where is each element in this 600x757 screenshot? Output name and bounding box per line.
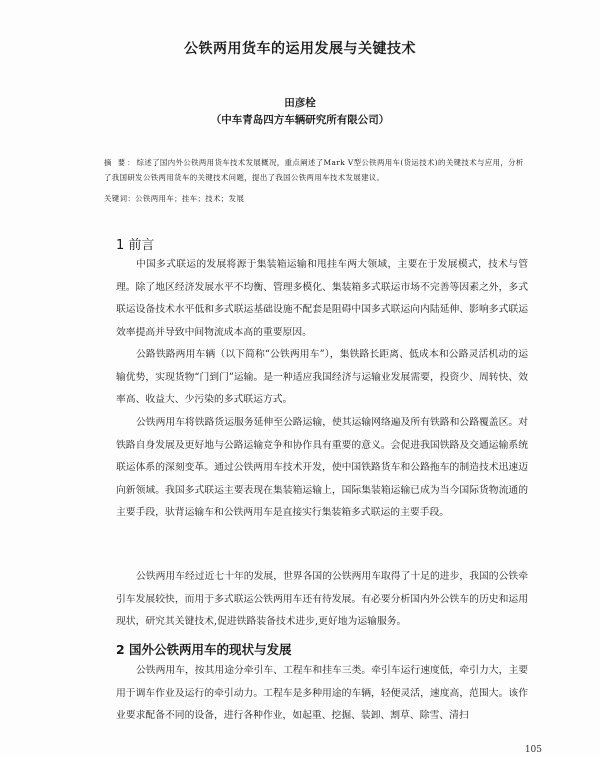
author-affiliation: （中车青岛四方车辆研究所有限公司） [210,114,390,126]
abstract [104,155,524,185]
section-heading-introduction: 1 前言 [116,238,155,253]
body-paragraph: 公铁两用车，按其用途分牵引车、工程车和挂车三类。牵引车运行速度低，牵引力大，主要用于调车作业及运行的牵引动力。工程车是多种用途的车辆，轻便灵活，速度高，范围大。该作业要求配备不同的设备，进行各种作业，如起重、挖掘、装卸、割草、除雪、清扫 [116,665,528,721]
abstract-text: 综述了国内外公铁两用货车技术发展概况，重点阐述了Mark V型公铁两用车(货运技术)的关键技术与应用，分析了我国研发公铁两用货车的关键技术问题，提出了我国公铁两用车技术发展建议。 [104,158,524,182]
page-number: 105 [524,745,542,755]
body-paragraph: 公铁两用车将铁路货运服务延伸至公路运输，使其运输网络遍及所有铁路和公路覆盖区。对铁路自身发展及更好地与公路运输竞争和协作具有重要的意义。会促进我国铁路及交通运输系统联运体系的深刻变革。通过公铁两用车技术开发，使中国铁路货车和公路拖车的制造技术迅速迈向新领域。我国多式联运主要表现在集装箱运输上，国际集装箱运输已成为当今国际货物流通的主要手段，驮背运输车和公铁两用车是直接实行集装箱多式联运的主要手段。 [116,417,528,518]
abstract-label: 摘 要： [104,158,137,167]
keywords-text: 公铁两用车；挂车；技术；发展 [135,194,245,203]
section-heading-foreign-status: 2 国外公铁两用车的现状与发展 [116,642,292,657]
body-paragraph: 公铁两用车经过近七十年的发展，世界各国的公铁两用车取得了十足的进步，我国的公铁牵引车发展较快，而用于多式联运公铁两用车还有待发展。有必要分析国内外公铁车的历史和运用现状，研究其关键技术,促进铁路装备技术进步,更好地为运输服务。 [116,571,528,627]
paper-title: 公铁两用货车的运用发展与关键技术 [184,41,416,57]
body-paragraph: 中国多式联运的发展将源于集装箱运输和甩挂车两大领域，主要在于发展模式，技术与管理。除了地区经济发展水平不均衡、管理多模化、集装箱多式联运市场不完善等因素之外，多式联运设备技术水平低和多式联运基础设施不配套是阻碍中国多式联运向内陆延伸、影响多式联运效率提高并导致中间物流成本高的重要原因。 [116,259,528,338]
keywords-label: 关键词： [104,194,136,203]
body-paragraph: 公路铁路两用车辆（以下简称“公铁两用车”），集铁路长距离、低成本和公路灵活机动的运输优势，实现货物“门到门”运输。是一种适应我国经济与运输业发展需要，投资少、周转快、效率高、收益大、少污染的多式联运方式。 [116,349,528,405]
author-name: 田彦栓 [284,97,316,109]
keywords [104,193,524,204]
